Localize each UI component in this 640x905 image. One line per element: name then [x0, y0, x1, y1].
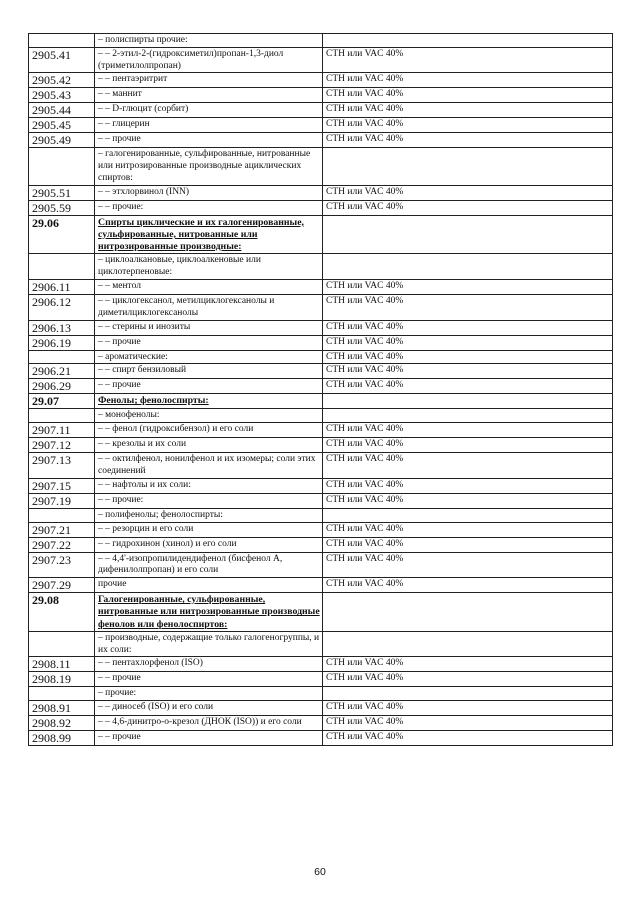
description-cell: – полифенолы; фенолоспирты:	[95, 508, 323, 522]
description-cell: – – нафтолы и их соли:	[95, 478, 323, 493]
table-row	[29, 133, 613, 148]
description-cell: – – диносеб (ISO) и его соли	[95, 701, 323, 716]
origin-rule-cell: СТН или VAC 40%	[323, 493, 613, 508]
description-cell: – – прочие:	[95, 200, 323, 215]
tariff-code-cell: 2905.59	[29, 200, 95, 215]
description-cell: – циклоалкановые, циклоалкеновые или циклотерпеновые:	[95, 254, 323, 280]
description-cell: – – 2-этил-2-(гидроксиметил)пропан-1,3-диол (триметилолпропан)	[95, 47, 323, 73]
description-cell: – – стерины и инозиты	[95, 320, 323, 335]
table-row	[29, 279, 613, 294]
origin-rule-cell: СТН или VAC 40%	[323, 522, 613, 537]
tariff-code-cell	[29, 254, 95, 280]
table-row	[29, 453, 613, 479]
description-cell: – – циклогексанол, метилциклогексанолы и диметилциклогексанолы	[95, 294, 323, 320]
tariff-code-cell: 2905.43	[29, 88, 95, 103]
tariff-code-cell: 29.06	[29, 215, 95, 254]
tariff-rules-body	[29, 34, 613, 746]
tariff-code-cell: 2905.41	[29, 47, 95, 73]
tariff-code-cell: 2907.21	[29, 522, 95, 537]
tariff-code-cell: 2907.29	[29, 578, 95, 593]
table-row	[29, 493, 613, 508]
description-cell: – производные, содержащие только галогеногруппы, и их соли:	[95, 631, 323, 657]
description-cell: Спирты циклические и их галогенированные, сульфированные, нитрованные или нитрозированные производные:	[95, 215, 323, 254]
description-cell: – – этхлорвинол (INN)	[95, 185, 323, 200]
table-row	[29, 657, 613, 672]
origin-rule-cell	[323, 254, 613, 280]
tariff-rules-table	[28, 33, 613, 746]
table-row	[29, 379, 613, 394]
tariff-code-cell	[29, 687, 95, 701]
description-cell: – – пентахлорфенол (ISO)	[95, 657, 323, 672]
description-cell: – – ментол	[95, 279, 323, 294]
table-row	[29, 335, 613, 350]
table-row	[29, 47, 613, 73]
origin-rule-cell: СТН или VAC 40%	[323, 731, 613, 746]
tariff-code-cell: 2906.13	[29, 320, 95, 335]
table-row	[29, 478, 613, 493]
tariff-code-cell: 2907.19	[29, 493, 95, 508]
origin-rule-cell	[323, 593, 613, 632]
origin-rule-cell: СТН или VAC 40%	[323, 200, 613, 215]
tariff-code-cell: 2905.45	[29, 118, 95, 133]
description-cell: – – глицерин	[95, 118, 323, 133]
origin-rule-cell	[323, 148, 613, 185]
tariff-code-cell: 2907.13	[29, 453, 95, 479]
tariff-code-cell: 29.08	[29, 593, 95, 632]
description-cell: – галогенированные, сульфированные, нитрованные или нитрозированные производные ациклических спиртов:	[95, 148, 323, 185]
table-row	[29, 701, 613, 716]
description-cell: – – прочие:	[95, 493, 323, 508]
table-row	[29, 254, 613, 280]
origin-rule-cell: СТН или VAC 40%	[323, 379, 613, 394]
description-cell: – – 4,4'-изопропилидендифенол (бисфенол А, дифенилолпропан) и его соли	[95, 552, 323, 578]
origin-rule-cell: СТН или VAC 40%	[323, 335, 613, 350]
table-row	[29, 423, 613, 438]
tariff-code-cell	[29, 34, 95, 48]
table-row	[29, 350, 613, 364]
tariff-rules-table-container	[28, 33, 612, 746]
table-row	[29, 631, 613, 657]
tariff-code-cell: 2907.23	[29, 552, 95, 578]
description-cell: – ароматические:	[95, 350, 323, 364]
description-cell: – – пентаэритрит	[95, 73, 323, 88]
table-row	[29, 522, 613, 537]
table-row	[29, 578, 613, 593]
tariff-code-cell: 2905.42	[29, 73, 95, 88]
tariff-code-cell: 2908.19	[29, 672, 95, 687]
table-row	[29, 731, 613, 746]
origin-rule-cell: СТН или VAC 40%	[323, 438, 613, 453]
origin-rule-cell: СТН или VAC 40%	[323, 716, 613, 731]
origin-rule-cell	[323, 631, 613, 657]
tariff-code-cell: 2908.11	[29, 657, 95, 672]
origin-rule-cell: СТН или VAC 40%	[323, 320, 613, 335]
origin-rule-cell: СТН или VAC 40%	[323, 279, 613, 294]
table-row	[29, 508, 613, 522]
tariff-code-cell: 2906.19	[29, 335, 95, 350]
tariff-code-cell	[29, 508, 95, 522]
origin-rule-cell: СТН или VAC 40%	[323, 73, 613, 88]
table-row	[29, 148, 613, 185]
table-row	[29, 364, 613, 379]
origin-rule-cell: СТН или VAC 40%	[323, 47, 613, 73]
table-row	[29, 409, 613, 423]
table-row	[29, 320, 613, 335]
origin-rule-cell: СТН или VAC 40%	[323, 672, 613, 687]
description-cell: – – гидрохинон (хинол) и его соли	[95, 537, 323, 552]
tariff-code-cell	[29, 148, 95, 185]
tariff-code-cell	[29, 350, 95, 364]
origin-rule-cell: СТН или VAC 40%	[323, 657, 613, 672]
tariff-code-cell: 2906.12	[29, 294, 95, 320]
tariff-code-cell: 2907.12	[29, 438, 95, 453]
tariff-code-cell: 2906.11	[29, 279, 95, 294]
description-cell: – – 4,6-динитро-о-крезол (ДНОК (ISO)) и его соли	[95, 716, 323, 731]
origin-rule-cell: СТН или VAC 40%	[323, 88, 613, 103]
table-row	[29, 118, 613, 133]
table-row	[29, 88, 613, 103]
description-cell: – монофенолы:	[95, 409, 323, 423]
description-cell: Галогенированные, сульфированные, нитрованные или нитрозированные производные фенолов или фенолоспиртов:	[95, 593, 323, 632]
tariff-code-cell	[29, 409, 95, 423]
description-cell: – – прочие	[95, 672, 323, 687]
description-cell: – – прочие	[95, 379, 323, 394]
origin-rule-cell: СТН или VAC 40%	[323, 118, 613, 133]
origin-rule-cell: СТН или VAC 40%	[323, 478, 613, 493]
origin-rule-cell: СТН или VAC 40%	[323, 453, 613, 479]
origin-rule-cell: СТН или VAC 40%	[323, 133, 613, 148]
tariff-code-cell: 2907.22	[29, 537, 95, 552]
tariff-code-cell: 2905.44	[29, 103, 95, 118]
tariff-code-cell: 2908.99	[29, 731, 95, 746]
description-cell: – – октилфенол, нонилфенол и их изомеры; соли этих соединений	[95, 453, 323, 479]
table-row	[29, 552, 613, 578]
table-row	[29, 103, 613, 118]
heading-row	[29, 215, 613, 254]
table-row	[29, 687, 613, 701]
tariff-code-cell: 2907.11	[29, 423, 95, 438]
description-cell: – – маннит	[95, 88, 323, 103]
tariff-code-cell: 2905.49	[29, 133, 95, 148]
origin-rule-cell: СТН или VAC 40%	[323, 364, 613, 379]
origin-rule-cell: СТН или VAC 40%	[323, 423, 613, 438]
table-row	[29, 185, 613, 200]
description-cell: – прочие:	[95, 687, 323, 701]
origin-rule-cell: СТН или VAC 40%	[323, 350, 613, 364]
tariff-code-cell: 2908.92	[29, 716, 95, 731]
origin-rule-cell: СТН или VAC 40%	[323, 701, 613, 716]
tariff-code-cell: 2907.15	[29, 478, 95, 493]
tariff-code-cell: 29.07	[29, 394, 95, 409]
table-row	[29, 537, 613, 552]
tariff-code-cell: 2908.91	[29, 701, 95, 716]
table-row	[29, 716, 613, 731]
origin-rule-cell: СТН или VAC 40%	[323, 537, 613, 552]
origin-rule-cell	[323, 508, 613, 522]
description-cell: – – фенол (гидроксибензол) и его соли	[95, 423, 323, 438]
tariff-code-cell: 2906.21	[29, 364, 95, 379]
heading-row	[29, 394, 613, 409]
heading-row	[29, 593, 613, 632]
origin-rule-cell	[323, 409, 613, 423]
tariff-code-cell	[29, 631, 95, 657]
origin-rule-cell: СТН или VAC 40%	[323, 552, 613, 578]
origin-rule-cell: СТН или VAC 40%	[323, 185, 613, 200]
tariff-code-cell: 2905.51	[29, 185, 95, 200]
page-number: 60	[314, 866, 326, 878]
description-cell: – – спирт бензиловый	[95, 364, 323, 379]
description-cell: – – D-глюцит (сорбит)	[95, 103, 323, 118]
table-row	[29, 438, 613, 453]
origin-rule-cell	[323, 215, 613, 254]
description-cell: Фенолы; фенолоспирты:	[95, 394, 323, 409]
table-row	[29, 672, 613, 687]
origin-rule-cell: СТН или VAC 40%	[323, 294, 613, 320]
description-cell: – полиспирты прочие:	[95, 34, 323, 48]
origin-rule-cell	[323, 687, 613, 701]
table-row	[29, 73, 613, 88]
description-cell: – – прочие	[95, 133, 323, 148]
description-cell: – – прочие	[95, 335, 323, 350]
origin-rule-cell: СТН или VAC 40%	[323, 578, 613, 593]
table-row	[29, 294, 613, 320]
tariff-code-cell: 2906.29	[29, 379, 95, 394]
description-cell: – – крезолы и их соли	[95, 438, 323, 453]
table-row	[29, 200, 613, 215]
origin-rule-cell	[323, 394, 613, 409]
table-row	[29, 34, 613, 48]
description-cell: – – прочие	[95, 731, 323, 746]
description-cell: – – резорцин и его соли	[95, 522, 323, 537]
description-cell: прочие	[95, 578, 323, 593]
origin-rule-cell	[323, 34, 613, 48]
origin-rule-cell: СТН или VAC 40%	[323, 103, 613, 118]
